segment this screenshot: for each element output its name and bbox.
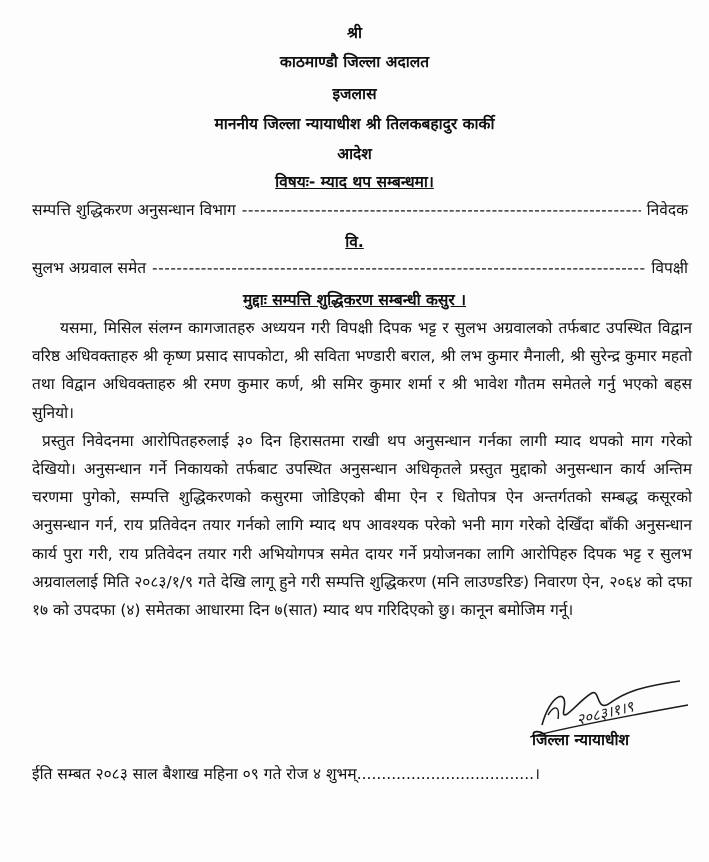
signature-title: जिल्ला न्यायाधीश bbox=[532, 731, 630, 749]
subject-line: विषयः- म्याद थप सम्बन्धमा। bbox=[275, 173, 434, 191]
respondent-role: विपक्षी bbox=[651, 259, 688, 277]
paragraph-order: प्रस्तुत निवेदनमा आरोपितहरुलाई ३० दिन हिरासतमा राखी थप अनुसन्धान गर्नका लागी म्याद थपको माग गरेको देखियो। अनुसन्धान गर्ने निकायको तर्फबाट उपस्थित अनुसन्धान अधिकृतले प्रस्तुत मुद्दाको अनुसन्धान कार्य अन्तिम चरणमा पुगेको, सम्पत्ति शुद्धिकरणको कसुरमा जोडिएको बीमा ऐन र धितोपत्र ऐन अन्तर्गतको सम्बद्ध कसूरको अनुसन्धान गर्न, राय प्रतिवेदन तयार गर्नको लागि म्याद थप आवश्यक परेको भनी माग गरेको देखिँदा बाँकी अनुसन्धान कार्य पुरा गरी, राय प्रतिवेदन तयार गरी अभियोगपत्र समेत दायर गर्ने प्रयोजनका लागि आरोपिहरु दिपक भट्ट र सुलभ अग्रवाललाई मिति २०८३/१/९ गते देखि लागू हुने गरी सम्पत्ति शुद्धिकरण (मनि लाउण्डरिङ) निवारण ऐन, २०६४ को दफा १७ को उपदफा (४) समेतका आधारमा दिन ७(सात) म्याद थप गरिदिएको छु। कानून बमोजिम गर्नू। bbox=[32, 431, 692, 620]
applicant-role: निवेदक bbox=[646, 201, 688, 219]
applicant-row bbox=[32, 199, 688, 221]
judge-signature bbox=[520, 675, 690, 765]
respondent-row bbox=[32, 257, 688, 279]
signature-scribble bbox=[520, 675, 690, 765]
footer-date-line bbox=[32, 762, 692, 784]
footer-dated: ईति सम्बत २०८३ साल बैशाख महिना ०९ गते रोज ४ शुभम् bbox=[32, 765, 357, 783]
versus-label: वि. bbox=[345, 233, 364, 251]
salutation: श्री bbox=[347, 24, 362, 42]
order-body bbox=[32, 314, 692, 624]
footer-end-mark: । bbox=[534, 765, 540, 783]
case-title: मुद्दाः सम्पत्ति शुद्धिकरण सम्बन्धी कसुर । bbox=[242, 291, 467, 309]
footer-dots bbox=[357, 765, 534, 783]
court-name: काठमाण्डौ जिल्ला अदालत bbox=[279, 53, 430, 71]
dash-leader bbox=[152, 257, 645, 279]
applicant-name: सम्पत्ति शुद्धिकरण अनुसन्धान विभाग bbox=[32, 201, 236, 219]
signature-date: २०८३।१।९ bbox=[574, 697, 636, 729]
respondent-name: सुलभ अग्रवाल समेत bbox=[32, 259, 147, 277]
order-title: आदेश bbox=[337, 145, 372, 163]
judge-name: माननीय जिल्ला न्यायाधीश श्री तिलकबहादुर कार्की bbox=[214, 115, 495, 133]
dash-leader bbox=[242, 199, 641, 221]
paragraph-hearing: यसमा, मिसिल संलग्न कागजातहरु अध्ययन गरी विपक्षी दिपक भट्ट र सुलभ अग्रवालको तर्फबाट उपस्थित विद्वान वरिष्ठ अधिवक्ताहरु श्री कृष्ण प्रसाद सापकोटा, श्री सविता भण्डारी बराल, श्री लभ कुमार मैनाली, श्री सुरेन्द्र कुमार महतो तथा विद्वान अधिवक्ताहरु श्री रमण कुमार कर्ण, श्री समिर कुमार शर्मा र श्री भावेश गौतम समेतले गर्नु भएको बहस सुनियो। bbox=[32, 319, 692, 422]
bench-label: इजलास bbox=[332, 85, 377, 103]
